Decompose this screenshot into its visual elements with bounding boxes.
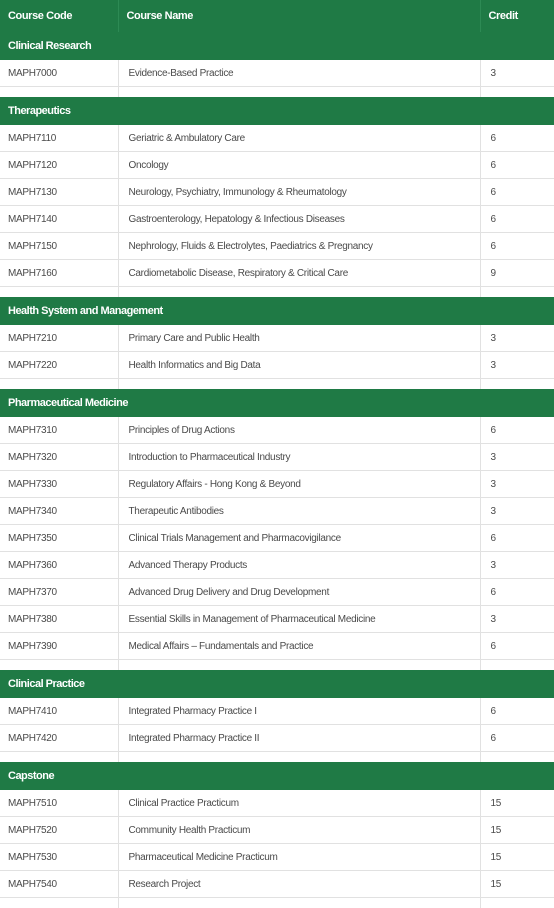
credit-cell: 3 xyxy=(480,60,554,87)
credit-cell: 3 xyxy=(480,552,554,579)
course-code-cell: MAPH7510 xyxy=(0,790,118,817)
header-course-code: Course Code xyxy=(0,0,118,32)
table-row xyxy=(0,125,554,152)
section-title: Clinical Practice xyxy=(0,670,554,698)
credit-cell: 6 xyxy=(480,725,554,752)
course-code-cell: MAPH7360 xyxy=(0,552,118,579)
course-name-cell: Principles of Drug Actions xyxy=(118,417,480,444)
table-row xyxy=(0,179,554,206)
course-name-cell: Essential Skills in Management of Pharmaceutical Medicine xyxy=(118,606,480,633)
credit-cell: 6 xyxy=(480,417,554,444)
spacer-cell xyxy=(480,287,554,298)
section-spacer-row xyxy=(0,287,554,298)
course-name-cell: Clinical Practice Practicum xyxy=(118,790,480,817)
section-spacer-row xyxy=(0,660,554,671)
course-name-cell: Medical Affairs – Fundamentals and Practice xyxy=(118,633,480,660)
table-row xyxy=(0,325,554,352)
section-header-row xyxy=(0,32,554,60)
section-title: Pharmaceutical Medicine xyxy=(0,389,554,417)
table-header xyxy=(0,0,554,32)
spacer-cell xyxy=(0,752,118,763)
spacer-cell xyxy=(0,898,118,908)
table-body xyxy=(0,32,554,908)
course-code-cell: MAPH7140 xyxy=(0,206,118,233)
course-name-cell: Health Informatics and Big Data xyxy=(118,352,480,379)
credit-cell: 6 xyxy=(480,579,554,606)
section-title: Health System and Management xyxy=(0,297,554,325)
spacer-cell xyxy=(118,379,480,390)
table-row xyxy=(0,579,554,606)
credit-cell: 15 xyxy=(480,844,554,871)
course-code-cell: MAPH7210 xyxy=(0,325,118,352)
course-code-cell: MAPH7320 xyxy=(0,444,118,471)
section-title: Clinical Research xyxy=(0,32,554,60)
course-code-cell: MAPH7380 xyxy=(0,606,118,633)
course-name-cell: Oncology xyxy=(118,152,480,179)
course-code-cell: MAPH7340 xyxy=(0,498,118,525)
table-row xyxy=(0,60,554,87)
spacer-cell xyxy=(0,379,118,390)
credit-cell: 3 xyxy=(480,444,554,471)
credit-cell: 3 xyxy=(480,471,554,498)
course-code-cell: MAPH7130 xyxy=(0,179,118,206)
spacer-cell xyxy=(0,287,118,298)
course-name-cell: Clinical Trials Management and Pharmacovigilance xyxy=(118,525,480,552)
credit-cell: 3 xyxy=(480,352,554,379)
course-code-cell: MAPH7120 xyxy=(0,152,118,179)
section-spacer-row xyxy=(0,87,554,98)
table-row xyxy=(0,698,554,725)
spacer-cell xyxy=(480,752,554,763)
course-name-cell: Advanced Therapy Products xyxy=(118,552,480,579)
table-row xyxy=(0,817,554,844)
course-name-cell: Regulatory Affairs - Hong Kong & Beyond xyxy=(118,471,480,498)
credit-cell: 6 xyxy=(480,525,554,552)
course-code-cell: MAPH7370 xyxy=(0,579,118,606)
section-header-row xyxy=(0,762,554,790)
course-name-cell: Research Project xyxy=(118,871,480,898)
table-row xyxy=(0,471,554,498)
credit-cell: 6 xyxy=(480,698,554,725)
credit-cell: 6 xyxy=(480,633,554,660)
course-name-cell: Neurology, Psychiatry, Immunology & Rheumatology xyxy=(118,179,480,206)
table-row xyxy=(0,260,554,287)
credit-cell: 3 xyxy=(480,498,554,525)
table-row xyxy=(0,552,554,579)
spacer-cell xyxy=(118,87,480,98)
course-name-cell: Pharmaceutical Medicine Practicum xyxy=(118,844,480,871)
spacer-cell xyxy=(118,660,480,671)
course-code-cell: MAPH7110 xyxy=(0,125,118,152)
course-name-cell: Cardiometabolic Disease, Respiratory & Critical Care xyxy=(118,260,480,287)
course-code-cell: MAPH7540 xyxy=(0,871,118,898)
credit-cell: 6 xyxy=(480,152,554,179)
table-row xyxy=(0,152,554,179)
course-code-cell: MAPH7350 xyxy=(0,525,118,552)
course-name-cell: Geriatric & Ambulatory Care xyxy=(118,125,480,152)
course-code-cell: MAPH7330 xyxy=(0,471,118,498)
table-row xyxy=(0,206,554,233)
table-row xyxy=(0,444,554,471)
table-row xyxy=(0,233,554,260)
credit-cell: 6 xyxy=(480,179,554,206)
table-row xyxy=(0,417,554,444)
credit-cell: 6 xyxy=(480,125,554,152)
spacer-cell xyxy=(118,898,480,908)
course-name-cell: Community Health Practicum xyxy=(118,817,480,844)
spacer-cell xyxy=(118,287,480,298)
section-title: Capstone xyxy=(0,762,554,790)
credit-cell: 6 xyxy=(480,233,554,260)
section-spacer-row xyxy=(0,379,554,390)
header-credit: Credit xyxy=(480,0,554,32)
course-code-cell: MAPH7160 xyxy=(0,260,118,287)
spacer-cell xyxy=(118,752,480,763)
table-row xyxy=(0,725,554,752)
table-row xyxy=(0,871,554,898)
course-code-cell: MAPH7150 xyxy=(0,233,118,260)
course-name-cell: Primary Care and Public Health xyxy=(118,325,480,352)
credit-cell: 3 xyxy=(480,606,554,633)
spacer-cell xyxy=(480,379,554,390)
course-name-cell: Therapeutic Antibodies xyxy=(118,498,480,525)
spacer-cell xyxy=(480,660,554,671)
course-name-cell: Introduction to Pharmaceutical Industry xyxy=(118,444,480,471)
spacer-cell xyxy=(0,87,118,98)
spacer-cell xyxy=(0,660,118,671)
table-row xyxy=(0,352,554,379)
section-header-row xyxy=(0,389,554,417)
credit-cell: 6 xyxy=(480,206,554,233)
section-spacer-row xyxy=(0,898,554,908)
course-code-cell: MAPH7390 xyxy=(0,633,118,660)
table-row xyxy=(0,525,554,552)
section-title: Therapeutics xyxy=(0,97,554,125)
section-header-row xyxy=(0,97,554,125)
spacer-cell xyxy=(480,87,554,98)
course-code-cell: MAPH7220 xyxy=(0,352,118,379)
header-row xyxy=(0,0,554,32)
credit-cell: 15 xyxy=(480,790,554,817)
spacer-cell xyxy=(480,898,554,908)
section-spacer-row xyxy=(0,752,554,763)
course-code-cell: MAPH7000 xyxy=(0,60,118,87)
course-code-cell: MAPH7420 xyxy=(0,725,118,752)
table-row xyxy=(0,790,554,817)
header-course-name: Course Name xyxy=(118,0,480,32)
section-header-row xyxy=(0,297,554,325)
table-row xyxy=(0,498,554,525)
course-name-cell: Integrated Pharmacy Practice II xyxy=(118,725,480,752)
credit-cell: 15 xyxy=(480,817,554,844)
course-name-cell: Nephrology, Fluids & Electrolytes, Paediatrics & Pregnancy xyxy=(118,233,480,260)
course-name-cell: Advanced Drug Delivery and Drug Development xyxy=(118,579,480,606)
course-name-cell: Gastroenterology, Hepatology & Infectious Diseases xyxy=(118,206,480,233)
section-header-row xyxy=(0,670,554,698)
course-code-cell: MAPH7310 xyxy=(0,417,118,444)
table-row xyxy=(0,844,554,871)
credit-cell: 9 xyxy=(480,260,554,287)
course-name-cell: Integrated Pharmacy Practice I xyxy=(118,698,480,725)
course-name-cell: Evidence-Based Practice xyxy=(118,60,480,87)
course-code-cell: MAPH7520 xyxy=(0,817,118,844)
credit-cell: 3 xyxy=(480,325,554,352)
credit-cell: 15 xyxy=(480,871,554,898)
course-code-cell: MAPH7410 xyxy=(0,698,118,725)
table-row xyxy=(0,606,554,633)
table-row xyxy=(0,633,554,660)
course-code-cell: MAPH7530 xyxy=(0,844,118,871)
